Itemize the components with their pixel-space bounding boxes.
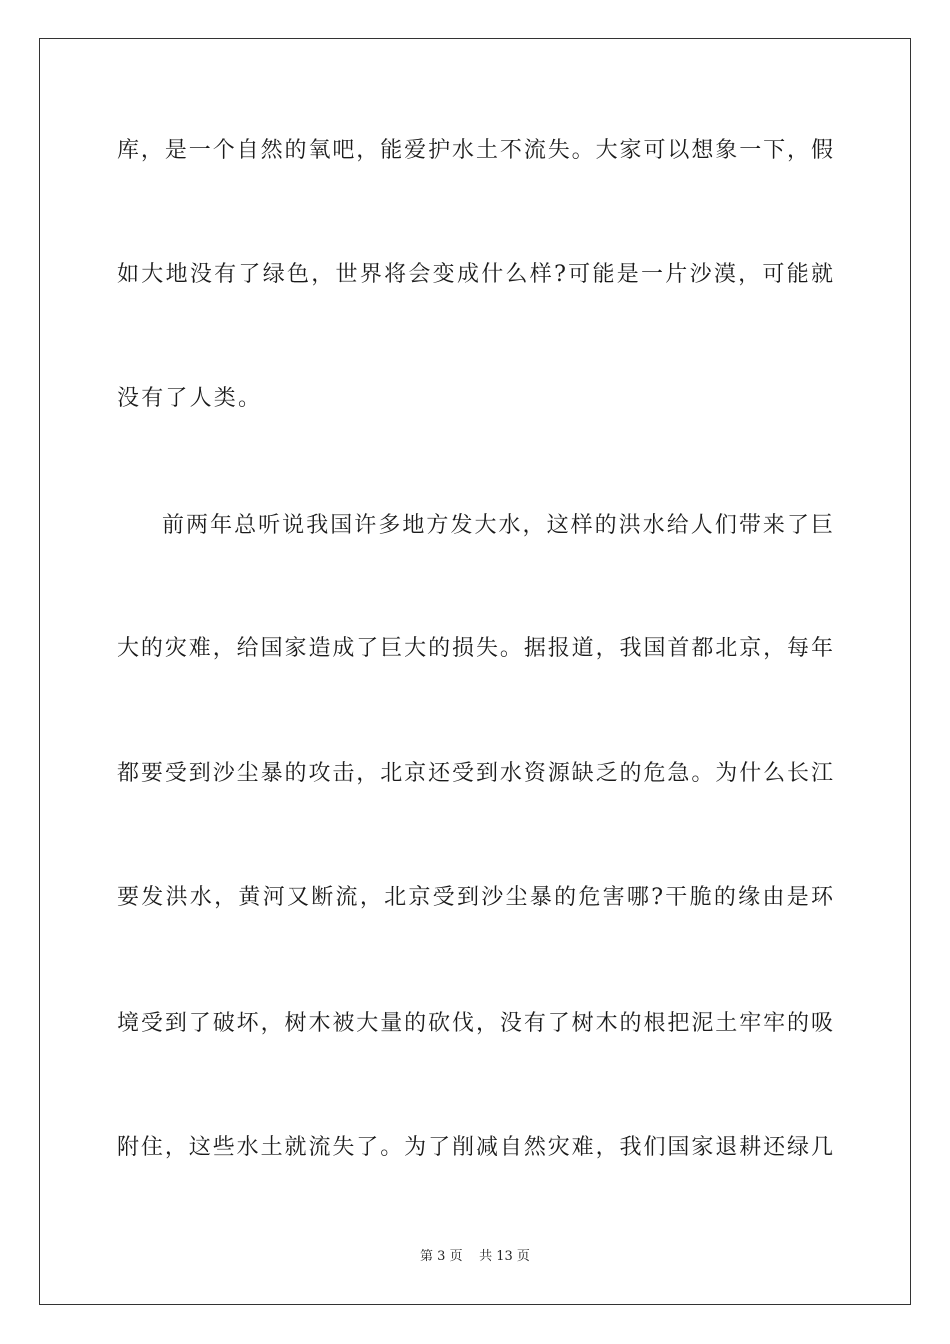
text-line: 附住，这些水土就流失了。为了削减自然灾难，我们国家退耕还绿几 — [117, 1135, 833, 1160]
text-line: 境受到了破坏，树木被大量的砍伐，没有了树木的根把泥土牢牢的吸 — [117, 1011, 833, 1036]
paragraph-first-line: 前两年总听说我国许多地方发大水，这样的洪水给人们带来了巨 — [162, 513, 833, 538]
text-line: 库，是一个自然的氧吧，能爱护水土不流失。大家可以想象一下，假 — [117, 138, 833, 163]
text-line: 没有了人类。 — [117, 386, 263, 411]
text-line: 如大地没有了绿色，世界将会变成什么样?可能是一片沙漠，可能就 — [117, 262, 833, 287]
text-line: 都要受到沙尘暴的攻击，北京还受到水资源缺乏的危急。为什么长江 — [117, 761, 833, 786]
page-number: 第 3 页 — [420, 1249, 463, 1264]
text-line: 要发洪水，黄河又断流，北京受到沙尘暴的危害哪?干脆的缘由是环 — [117, 885, 833, 910]
page-border — [39, 38, 911, 1305]
total-pages: 共 13 页 — [479, 1249, 530, 1264]
page-footer — [0, 1248, 950, 1266]
text-line: 大的灾难，给国家造成了巨大的损失。据报道，我国首都北京，每年 — [117, 636, 833, 661]
